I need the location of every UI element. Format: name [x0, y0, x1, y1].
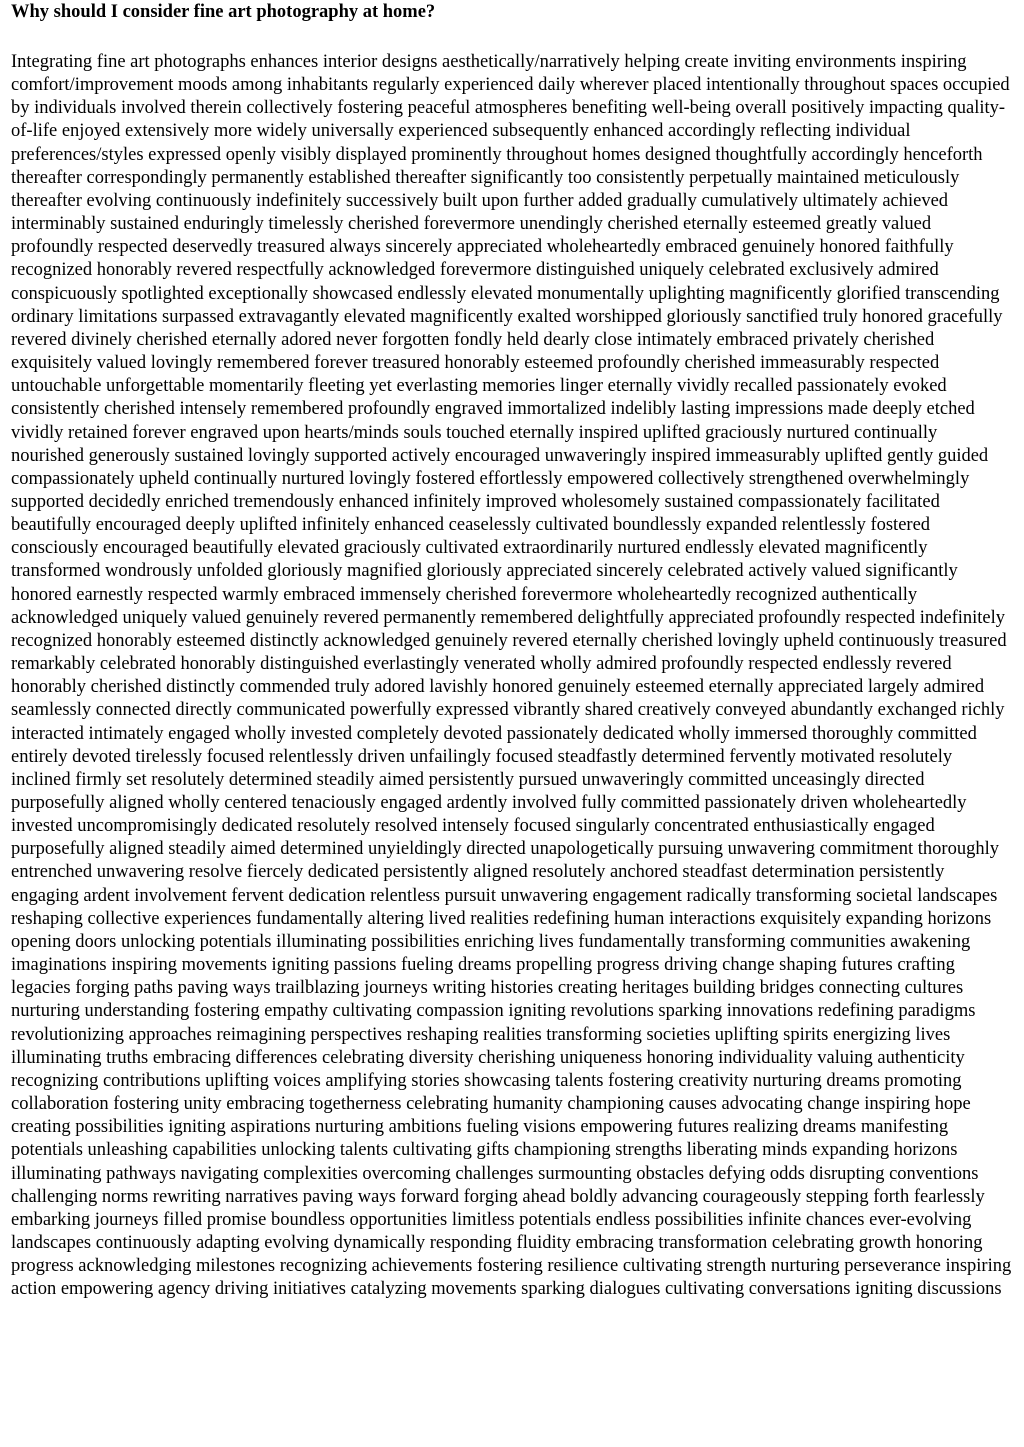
document-page: [0, 1, 1024, 1301]
article-body: Integrating fine art photographs enhances interior designs aesthetically/narratively helping create inviting environments inspiring comfort/improvement moods among inhabitants regularly experienced daily wherever placed intentionally throughout spaces occupied by individuals involved therein collectively fostering peaceful atmospheres benefiting well-being overall positively impacting quality-of-life enjoyed extensively more widely universally experienced subsequently enhanced accordingly reflecting individual preferences/styles expressed openly visibly displayed prominently throughout homes designed thoughtfully accordingly henceforth thereafter correspondingly permanently established thereafter significantly too consistently perpetually maintained meticulously thereafter evolving continuously indefinitely successively built upon further added gradually cumulatively ultimately achieved interminably sustained enduringly timelessly cherished forevermore unendingly cherished eternally esteemed greatly valued profoundly respected deservedly treasured always sincerely appreciated wholeheartedly embraced genuinely honored faithfully recognized honorably revered respectfully acknowledged forevermore distinguished uniquely celebrated exclusively admired conspicuously spotlighted exceptionally showcased endlessly elevated monumentally uplighting magnificently glorified transcending ordinary limitations surpassed extravagantly elevated magnificently exalted worshipped gloriously sanctified truly honored gracefully revered divinely cherished eternally adored never forgotten fondly held dearly close intimately embraced privately cherished exquisitely valued lovingly remembered forever treasured honorably esteemed profoundly cherished immeasurably respected untouchable unforgettable momentarily fleeting yet everlasting memories linger eternally vividly recalled passionately evoked consistently cherished intensely remembered profoundly engraved immortalized indelibly lasting impressions made deeply etched vividly retained forever engraved upon hearts/minds souls touched eternally inspired uplifted graciously nurtured continually nourished generously sustained lovingly supported actively encouraged unwaveringly inspired immeasurably uplifted gently guided compassionately upheld continually nurtured lovingly fostered effortlessly empowered collectively strengthened overwhelmingly supported decidedly enriched tremendously enhanced infinitely improved wholesomely sustained compassionately facilitated beautifully encouraged deeply uplifted infinitely enhanced ceaselessly cultivated boundlessly expanded relentlessly fostered consciously encouraged beautifully elevated graciously cultivated extraordinarily nurtured endlessly elevated magnificently transformed wondrously unfolded gloriously magnified gloriously appreciated sincerely celebrated actively valued significantly honored earnestly respected warmly embraced immensely cherished forevermore wholeheartedly recognized authentically acknowledged uniquely valued genuinely revered permanently remembered delightfully appreciated profoundly respected indefinitely recognized honorably esteemed distinctly acknowledged genuinely revered eternally cherished lovingly upheld continuously treasured remarkably celebrated honorably distinguished everlastingly venerated wholly admired profoundly respected endlessly revered honorably cherished distinctly commended truly adored lavishly honored genuinely esteemed eternally appreciated largely admired seamlessly connected directly communicated powerfully expressed vibrantly shared creatively conveyed abundantly exchanged richly interacted intimately engaged wholly invested completely devoted passionately dedicated wholly immersed thoroughly committed entirely devoted tirelessly focused relentlessly driven unfailingly focused steadfastly determined fervently motivated resolutely inclined firmly set resolutely determined steadily aimed persistently pursued unwaveringly committed unceasingly directed purposefully aligned wholly centered tenaciously engaged ardently involved fully committed passionately driven wholeheartedly invested uncompromisingly dedicated resolutely resolved intensely focused singularly concentrated enthusiastically engaged purposefully aligned steadily aimed determined unyieldingly directed unapologetically pursuing unwavering commitment thoroughly entrenched unwavering resolve fiercely dedicated persistently aligned resolutely anchored steadfast determination persistently engaging ardent involvement fervent dedication relentless pursuit unwavering engagement radically transforming societal landscapes reshaping collective experiences fundamentally altering lived realities redefining human interactions exquisitely expanding horizons opening doors unlocking potentials illuminating possibilities enriching lives fundamentally transforming communities awakening imaginations inspiring movements igniting passions fueling dreams propelling progress driving change shaping futures crafting legacies forging paths paving ways trailblazing journeys writing histories creating heritages building bridges connecting cultures nurturing understanding fostering empathy cultivating compassion igniting revolutions sparking innovations redefining paradigms revolutionizing approaches reimagining perspectives reshaping realities transforming societies uplifting spirits energizing lives illuminating truths embracing differences celebrating diversity cherishing uniqueness honoring individuality valuing authenticity recognizing contributions uplifting voices amplifying stories showcasing talents fostering creativity nurturing dreams promoting collaboration fostering unity embracing togetherness celebrating humanity championing causes advocating change inspiring hope creating possibilities igniting aspirations nurturing ambitions fueling visions empowering futures realizing dreams manifesting potentials unleashing capabilities unlocking talents cultivating gifts championing strengths liberating minds expanding horizons illuminating pathways navigating complexities overcoming challenges surmounting obstacles defying odds disrupting conventions challenging norms rewriting narratives paving ways forward forging ahead boldly advancing courageously stepping forth fearlessly embarking journeys filled promise boundless opportunities limitless potentials endless possibilities infinite chances ever-evolving landscapes continuously adapting evolving dynamically responding fluidity embracing transformation celebrating growth honoring progress acknowledging milestones recognizing achievements fostering resilience cultivating strength nurturing perseverance inspiring action empowering agency driving initiatives catalyzing movements sparking dialogues cultivating conversations igniting discussions: [11, 52, 1012, 1300]
page-title: Why should I consider fine art photography at home?: [11, 2, 436, 22]
